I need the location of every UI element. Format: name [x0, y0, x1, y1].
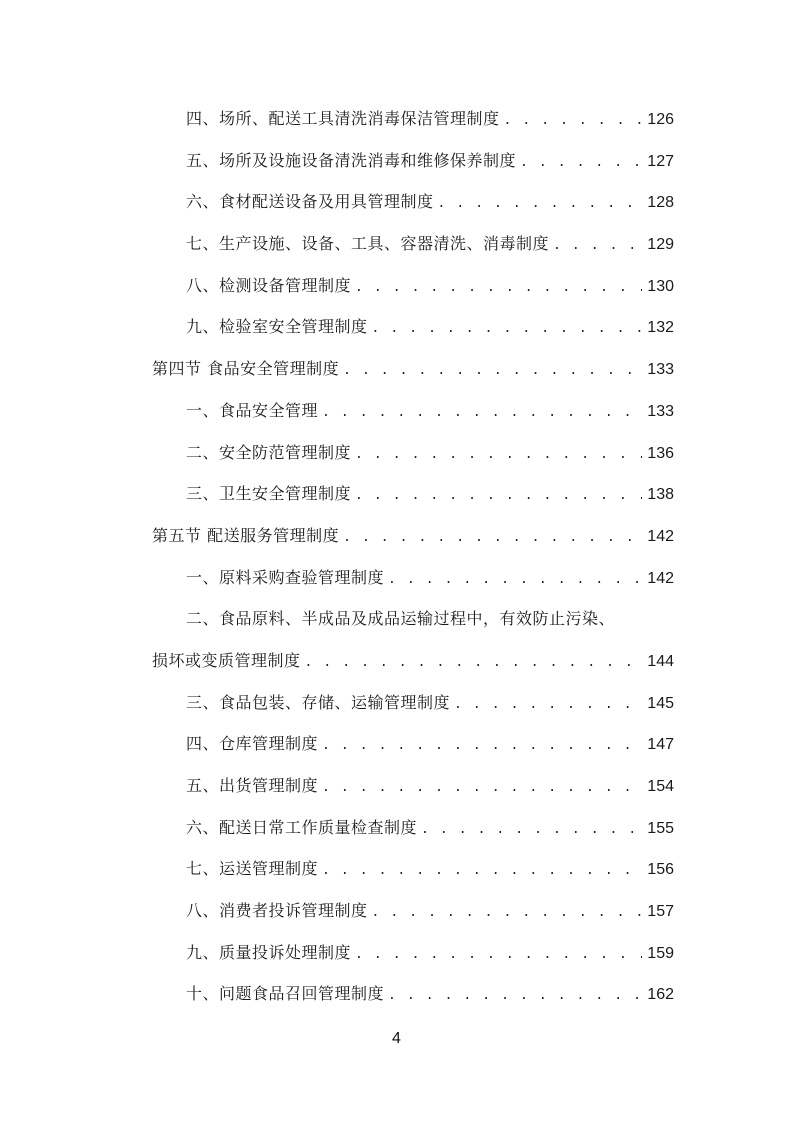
- toc-entry[interactable]: [152, 473, 674, 515]
- toc-entry-page: 147: [647, 736, 674, 754]
- toc-entry-title: 十、问题食品召回管理制度: [186, 984, 385, 1004]
- toc-section-entry[interactable]: [152, 515, 674, 557]
- toc-entry-title: 损坏或变质管理制度: [152, 650, 301, 670]
- toc-entry[interactable]: [152, 306, 674, 348]
- toc-entry-title: 七、运送管理制度: [186, 859, 319, 879]
- toc-entry-page: 162: [647, 986, 674, 1004]
- toc-entry-title: 二、安全防范管理制度: [186, 442, 352, 462]
- toc-entry-page: 144: [647, 652, 674, 670]
- dot-leader: [520, 142, 642, 184]
- toc-entry[interactable]: [152, 223, 674, 265]
- dot-leader: [322, 725, 642, 767]
- toc-entry-page: 155: [647, 819, 674, 837]
- toc-entry-title: 九、质量投诉处理制度: [186, 942, 352, 962]
- dot-leader: [504, 100, 642, 142]
- dot-leader: [343, 517, 642, 559]
- toc-entry-title: 三、卫生安全管理制度: [186, 484, 352, 504]
- dot-leader: [372, 892, 642, 934]
- toc-entry-continuation[interactable]: [152, 640, 674, 682]
- dot-leader: [322, 850, 642, 892]
- toc-entry-page: 145: [647, 694, 674, 712]
- toc-entry-title: 八、检测设备管理制度: [186, 275, 352, 295]
- toc-entry-page: 142: [647, 527, 674, 545]
- toc-entry-page: 156: [647, 861, 674, 879]
- toc-entry-title: 二、食品原料、半成品及成品运输过程中，有效防止污染、: [186, 609, 616, 629]
- toc-entry-title: 四、场所、配送工具清洗消毒保洁管理制度: [186, 109, 500, 128]
- toc-entry-title: 一、食品安全管理: [186, 400, 319, 420]
- toc-entry-title: 九、检验室安全管理制度: [186, 317, 368, 337]
- toc-entry[interactable]: [152, 140, 674, 182]
- dot-leader: [388, 975, 642, 1017]
- toc-entry-title: 一、原料采购查验管理制度: [186, 567, 385, 587]
- toc-entry[interactable]: [152, 807, 674, 849]
- dot-leader: [305, 642, 642, 684]
- toc-entry-title: 六、食材配送设备及用具管理制度: [186, 192, 434, 212]
- table-of-contents: [152, 98, 674, 1015]
- toc-entry[interactable]: [152, 890, 674, 932]
- toc-entry[interactable]: [152, 265, 674, 307]
- dot-leader: [421, 809, 642, 851]
- dot-leader: [438, 183, 642, 225]
- dot-leader: [343, 350, 642, 392]
- toc-entry[interactable]: [152, 973, 674, 1015]
- dot-leader: [322, 767, 642, 809]
- toc-entry-page: 133: [647, 361, 674, 379]
- toc-entry-page: 126: [647, 111, 674, 128]
- toc-entry-title: 三、食品包装、存储、运输管理制度: [186, 692, 451, 712]
- toc-entry-page: 129: [647, 236, 674, 254]
- toc-entry[interactable]: [152, 932, 674, 974]
- toc-section-entry[interactable]: [152, 348, 674, 390]
- dot-leader: [355, 267, 642, 309]
- toc-entry[interactable]: [152, 390, 674, 432]
- toc-entry-page: 157: [647, 903, 674, 921]
- toc-entry[interactable]: [152, 432, 674, 474]
- toc-entry-title: 六、配送日常工作质量检查制度: [186, 817, 418, 837]
- toc-entry-page: 154: [647, 778, 674, 795]
- dot-leader: [355, 934, 642, 976]
- toc-entry-page: 159: [647, 944, 674, 962]
- dot-leader: [388, 559, 642, 601]
- toc-entry-wrapped-line[interactable]: [152, 598, 674, 640]
- dot-leader: [372, 308, 642, 350]
- toc-entry-title: 八、消费者投诉管理制度: [186, 901, 368, 921]
- toc-entry[interactable]: [152, 181, 674, 223]
- toc-entry-page: 133: [647, 402, 674, 420]
- toc-entry[interactable]: [152, 723, 674, 765]
- toc-entry[interactable]: [152, 98, 674, 140]
- toc-entry-title: 五、场所及设施设备清洗消毒和维修保养制度: [186, 150, 517, 170]
- dot-leader: [454, 684, 642, 726]
- dot-leader: [553, 225, 642, 267]
- page-number: 4: [392, 1030, 401, 1047]
- toc-entry[interactable]: [152, 682, 674, 724]
- toc-entry-title: 第五节 配送服务管理制度: [152, 525, 340, 545]
- dot-leader: [322, 392, 642, 434]
- dot-leader: [355, 434, 642, 476]
- toc-entry-title: 四、仓库管理制度: [186, 734, 319, 754]
- toc-entry[interactable]: [152, 765, 674, 807]
- toc-entry-title: 第四节 食品安全管理制度: [152, 359, 340, 379]
- toc-entry[interactable]: [152, 848, 674, 890]
- toc-entry[interactable]: [152, 557, 674, 599]
- toc-entry-page: 136: [647, 444, 674, 462]
- toc-entry-page: 130: [647, 277, 674, 295]
- toc-entry-title: 五、出货管理制度: [186, 776, 319, 795]
- toc-entry-page: 132: [647, 319, 674, 337]
- toc-entry-page: 138: [647, 486, 674, 504]
- toc-entry-page: 142: [647, 569, 674, 587]
- toc-entry-page: 127: [647, 152, 674, 170]
- toc-entry-page: 128: [647, 194, 674, 212]
- dot-leader: [355, 475, 642, 517]
- toc-entry-title: 七、生产设施、设备、工具、容器清洗、消毒制度: [186, 234, 550, 254]
